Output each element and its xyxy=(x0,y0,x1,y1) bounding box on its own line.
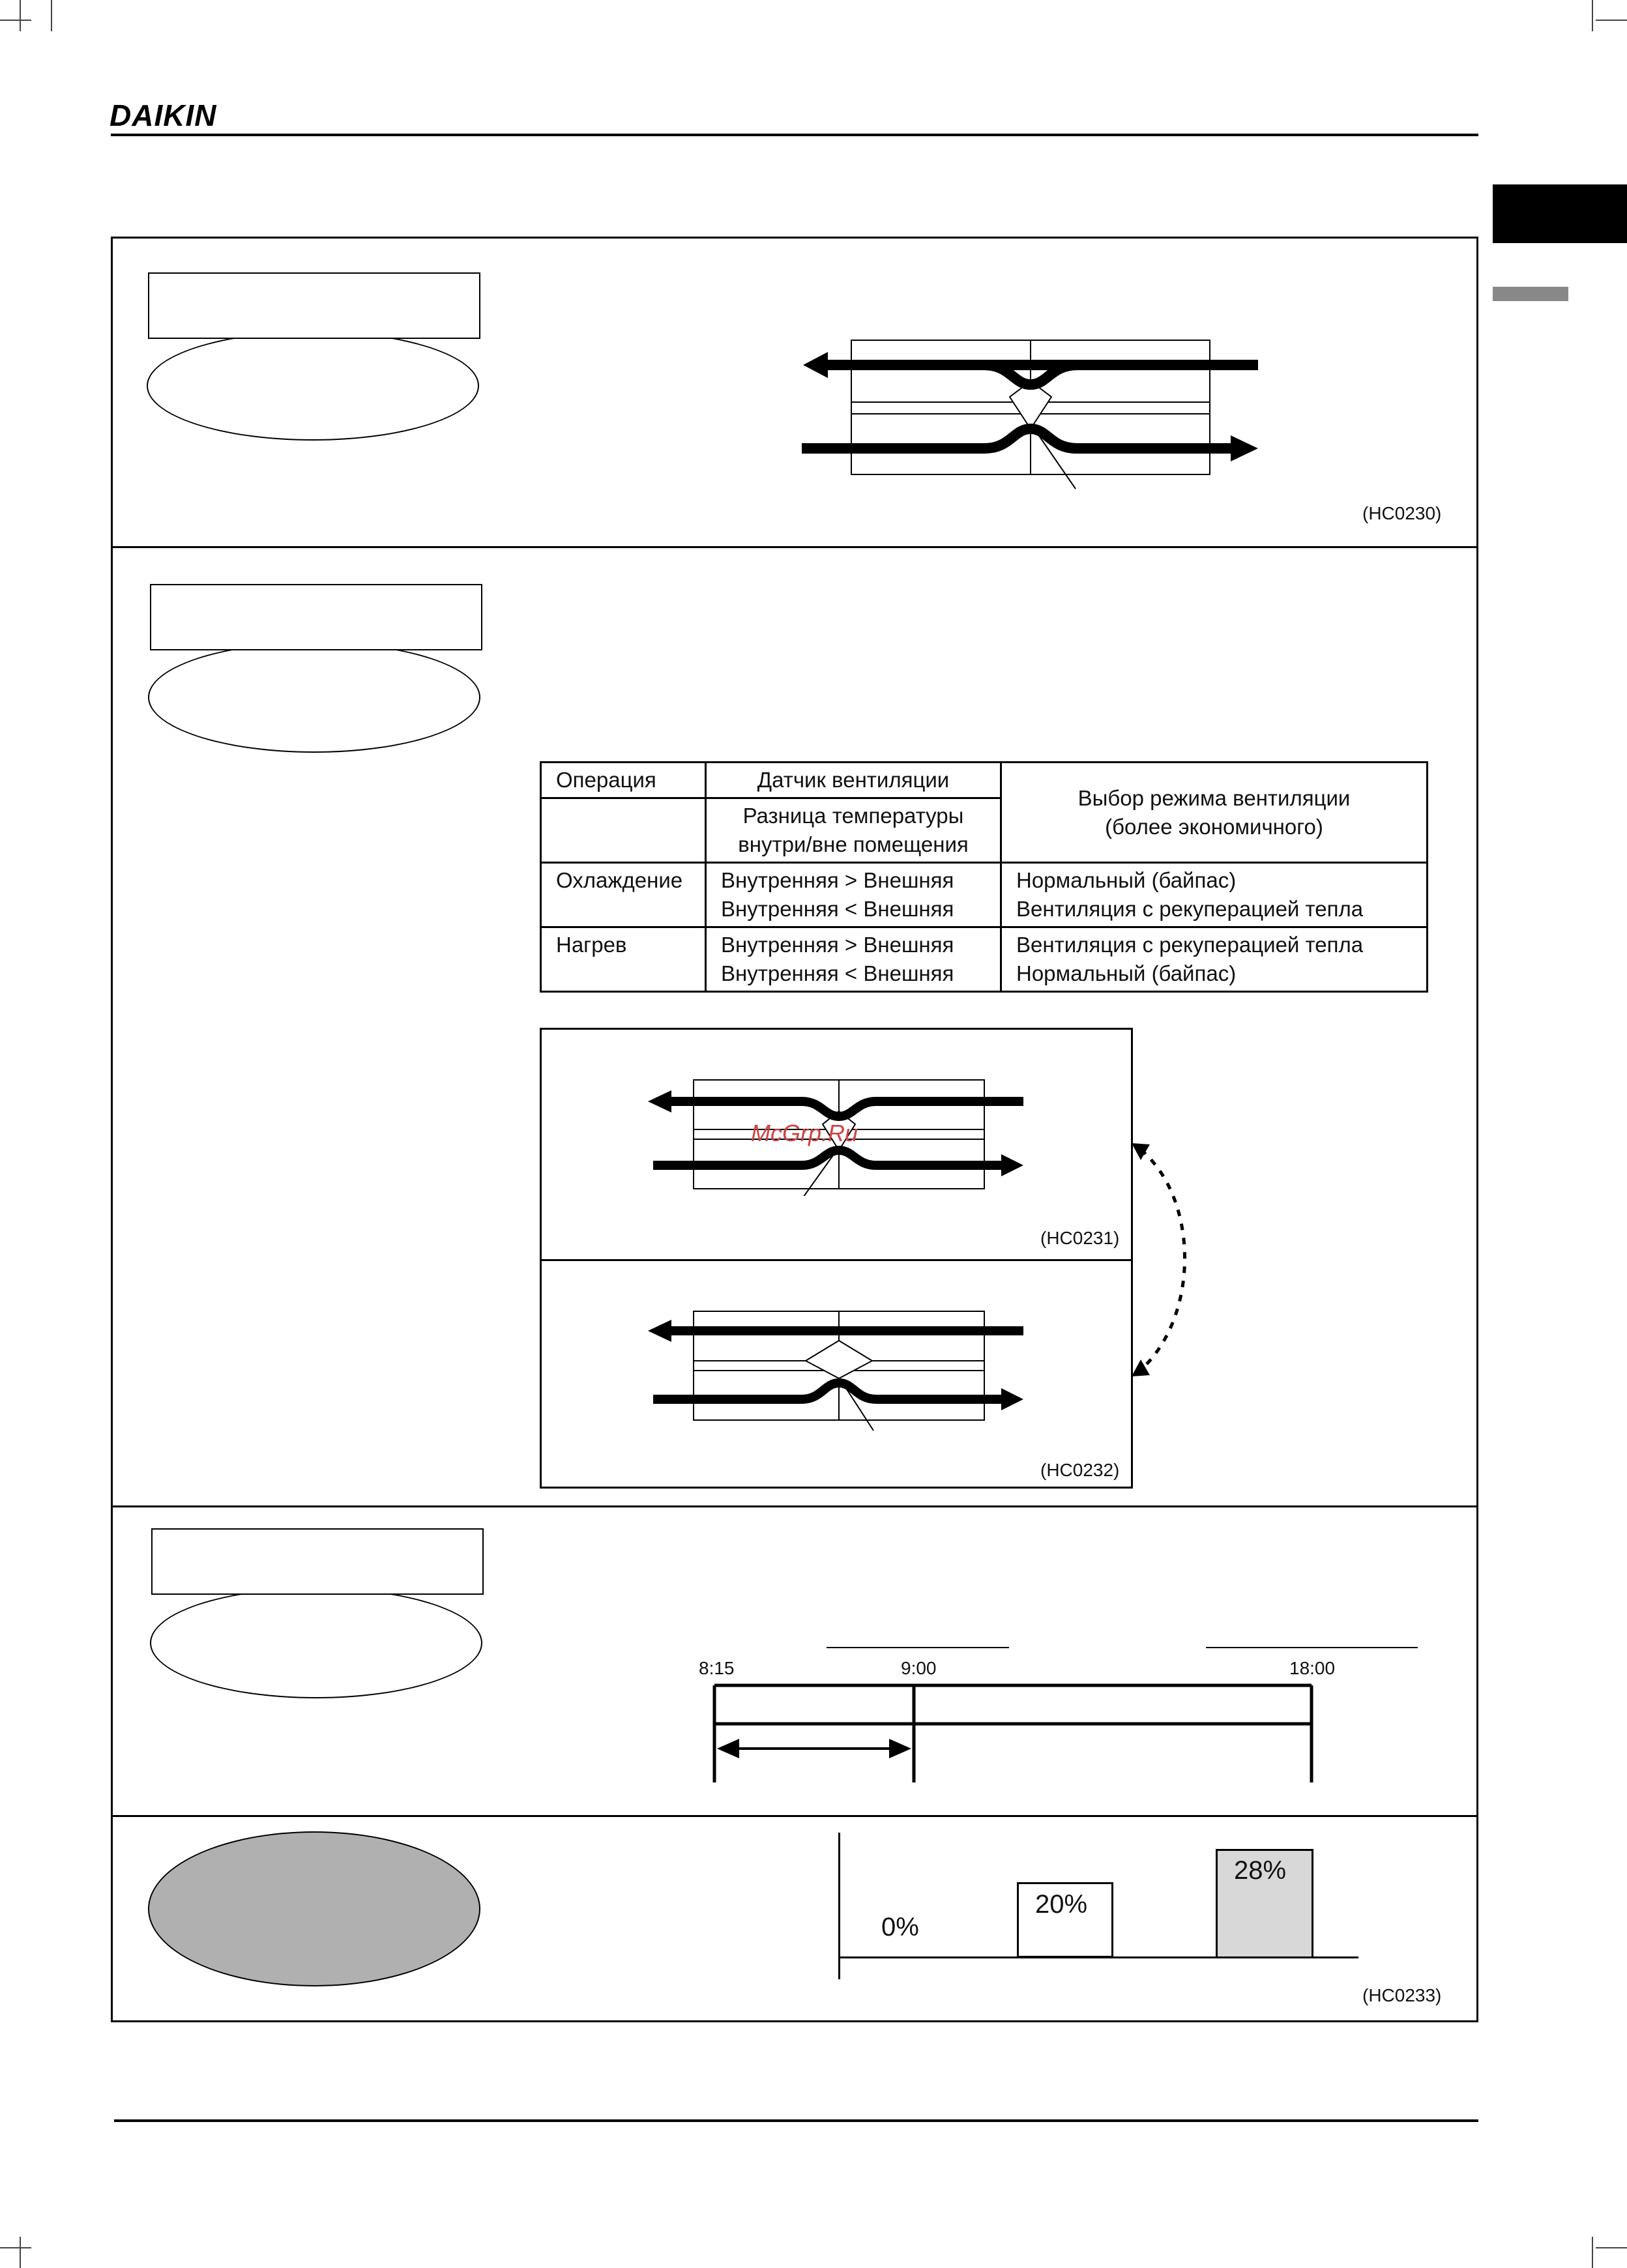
time-label-end: 18:00 xyxy=(1289,1658,1336,1678)
section1-oval xyxy=(147,331,479,441)
section-divider xyxy=(111,546,1478,548)
figure-code: (HC0232) xyxy=(1040,1460,1120,1480)
section-divider xyxy=(111,1815,1478,1817)
figure-code: (HC0231) xyxy=(1040,1228,1120,1248)
time-label-mid: 9:00 xyxy=(901,1658,937,1678)
bar-label-0: 0% xyxy=(881,1913,919,1941)
condition-line: Внутренняя > Внешняя xyxy=(721,868,954,892)
crop-mark xyxy=(1596,20,1627,21)
figure-code: (HC0230) xyxy=(1362,503,1442,523)
section3-oval xyxy=(150,1588,482,1698)
row-condition xyxy=(706,927,1001,992)
switch-arrow xyxy=(1128,1134,1199,1388)
footer-rule xyxy=(114,2119,1478,2122)
bar-label-28: 28% xyxy=(1234,1856,1287,1885)
row-operation: Охлаждение xyxy=(541,863,706,927)
condition-line: Внутренняя < Внешняя xyxy=(721,897,954,921)
crop-mark xyxy=(0,2247,31,2248)
mode-header-line2: (более экономичного) xyxy=(1105,814,1323,839)
crop-mark xyxy=(1592,0,1593,31)
section1-title-box-overlay xyxy=(148,272,480,339)
bypass-mode-diagram xyxy=(645,1303,1043,1434)
brand-logo: DAIKIN xyxy=(110,98,217,132)
time-label-start: 8:15 xyxy=(699,1658,735,1678)
chapter-tab xyxy=(1493,184,1627,243)
timeline-chart xyxy=(711,1681,1317,1786)
row-mode xyxy=(1001,927,1428,992)
diff-header-line1: Разница температуры xyxy=(742,804,964,828)
row-mode xyxy=(1001,863,1428,927)
table-header-operation: Операция xyxy=(541,763,706,798)
ventilation-mode-table xyxy=(540,761,1428,993)
table-row xyxy=(541,927,1428,992)
row-condition xyxy=(706,863,1001,927)
mode-line: Вентиляция с рекуперацией тепла xyxy=(1016,933,1364,957)
condition-line: Внутренняя > Внешняя xyxy=(721,933,954,957)
heat-exchanger-diagram-1 xyxy=(795,332,1271,495)
mode-line: Вентиляция с рекуперацией тепла xyxy=(1016,897,1364,921)
section2-oval xyxy=(148,642,480,753)
table-header-diff xyxy=(706,798,1001,863)
mode-line: Нормальный (байпас) xyxy=(1016,868,1237,892)
crop-mark xyxy=(20,0,21,31)
crop-mark xyxy=(51,0,52,31)
header-rule xyxy=(111,134,1478,136)
crop-mark xyxy=(20,2237,21,2268)
figure-code: (HC0233) xyxy=(1362,1985,1442,2005)
table-header-sensor: Датчик вентиляции xyxy=(706,763,1001,798)
section2-title-box xyxy=(150,584,482,650)
timeline-label-line xyxy=(1206,1647,1418,1648)
section4-oval xyxy=(148,1831,480,1986)
timeline-label-line xyxy=(827,1647,1009,1648)
crop-mark xyxy=(0,20,31,21)
crop-mark xyxy=(1596,2247,1627,2248)
watermark: McGrp.Ru xyxy=(751,1120,858,1146)
section-tab xyxy=(1493,287,1568,301)
mode-line: Нормальный (байпас) xyxy=(1016,961,1237,985)
mode-header-line1: Выбор режима вентиляции xyxy=(1077,785,1351,810)
table-empty-cell xyxy=(541,798,706,863)
mode-diagrams-divider xyxy=(540,1259,1133,1261)
condition-line: Внутренняя < Внешняя xyxy=(721,961,954,985)
diff-header-line2: внутри/вне помещения xyxy=(738,832,969,856)
table-header-mode xyxy=(1001,763,1428,863)
row-operation: Нагрев xyxy=(541,927,706,992)
section-divider xyxy=(111,1505,1478,1507)
bar-label-20: 20% xyxy=(1035,1890,1088,1919)
crop-mark xyxy=(1592,2237,1593,2268)
table-row xyxy=(541,863,1428,927)
section3-title-box xyxy=(151,1528,484,1595)
